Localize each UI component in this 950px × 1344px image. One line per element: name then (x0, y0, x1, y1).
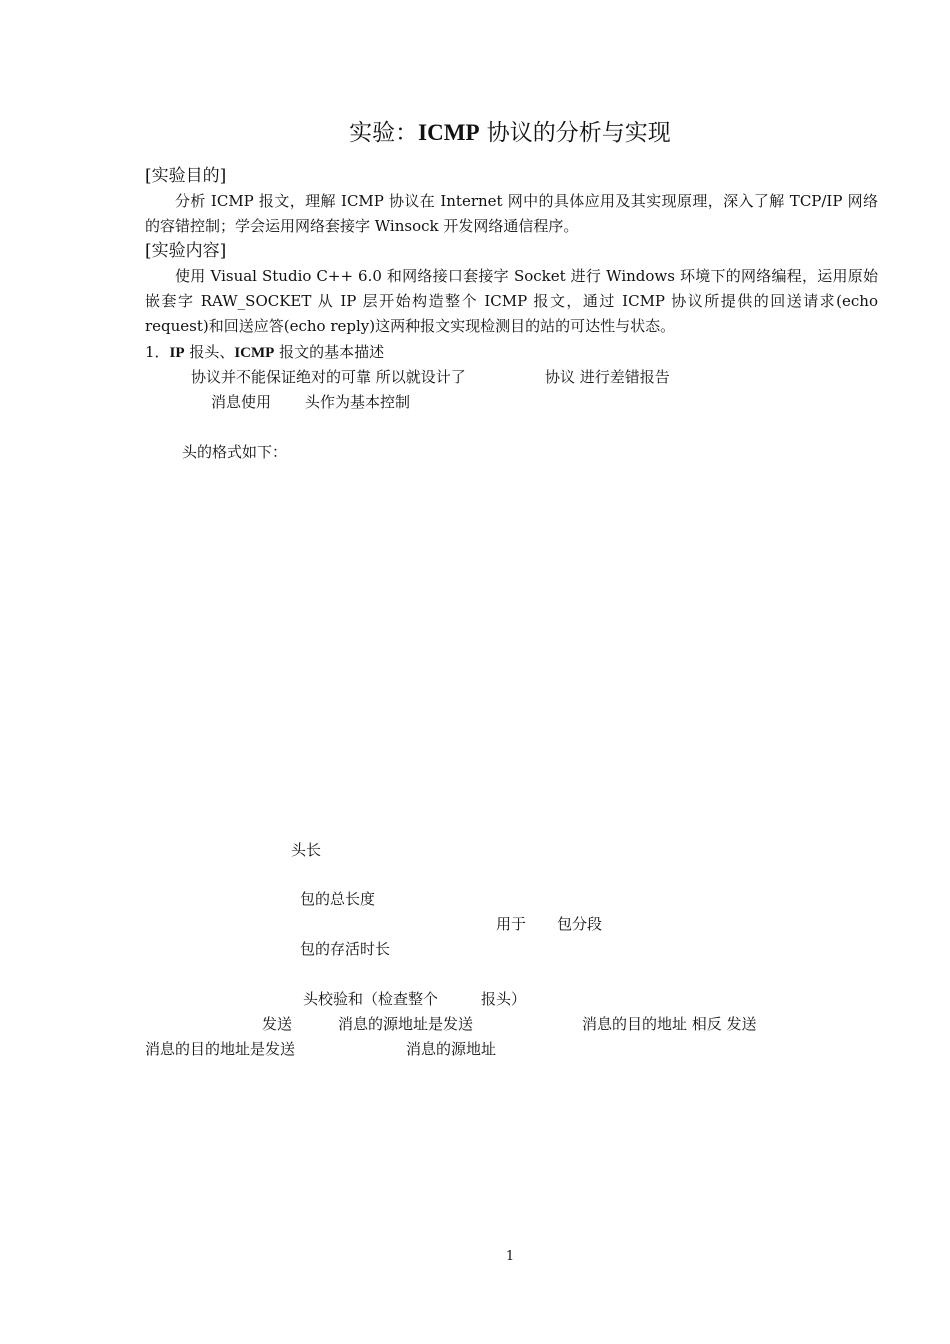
text-fragment: 头作为基本控制 (305, 393, 411, 411)
content-paragraph: 使用 Visual Studio C++ 6.0 和网络接口套接字 Socket 进行 Windows 环境下的网络编程，运用原始嵌套字 RAW_SOCKET 从 IP 层开始构造整个 ICMP 报文，通过 ICMP 协议所提供的回送请求(echo request)和回送应答(echo reply)这两种报文实现检测目的站的可达性与状态。 (145, 267, 878, 335)
text-fragment: 消息使用 (211, 393, 272, 411)
section-label-content: [实验内容] (145, 241, 227, 261)
text-fragment: 头校验和（检查整个 (303, 990, 439, 1008)
text-fragment: 头长 (291, 841, 322, 859)
text-fragment: 协议并不能保证绝对的可靠 所以就设计了 (191, 368, 466, 386)
text-fragment: 消息的目的地址是发送 (145, 1040, 296, 1058)
heading-ip-icmp (145, 341, 384, 364)
text-fragment: 用于 (496, 915, 527, 933)
heading-num: 1． (145, 343, 170, 361)
text-fragment: 协议 进行差错报告 (545, 368, 670, 386)
text-fragment: 报头） (481, 990, 527, 1008)
text-fragment: 消息的源地址是发送 (338, 1015, 474, 1033)
title-suffix: 协议的分析与实现 (479, 120, 671, 146)
title-prefix: 实验： (349, 120, 419, 146)
purpose-paragraph: 分析 ICMP 报文，理解 ICMP 协议在 Internet 网中的具体应用及其实现原理，深入了解 TCP/IP 网络的容错控制；学会运用网络套接字 Winsock 开发网络通信程序。 (145, 192, 878, 235)
text-fragment: 包分段 (557, 915, 603, 933)
page-title (0, 116, 950, 150)
section-label-purpose: [实验目的] (145, 166, 227, 186)
text-fragment: 包的存活时长 (300, 940, 391, 958)
heading-text-1: 报头、 (184, 343, 235, 361)
title-bold: ICMP (418, 120, 480, 145)
text-fragment: 头的格式如下： (182, 443, 288, 461)
text-fragment: 消息的目的地址 相反 发送 (582, 1015, 757, 1033)
text-fragment: 发送 (262, 1015, 293, 1033)
heading-bold-ip: IP (169, 345, 185, 361)
heading-text-2: 报文的基本描述 (274, 343, 385, 361)
text-fragment: 包的总长度 (300, 890, 376, 908)
heading-bold-icmp: ICMP (234, 345, 275, 361)
page-number: 1 (505, 1249, 515, 1264)
text-fragment: 消息的源地址 (406, 1040, 497, 1058)
